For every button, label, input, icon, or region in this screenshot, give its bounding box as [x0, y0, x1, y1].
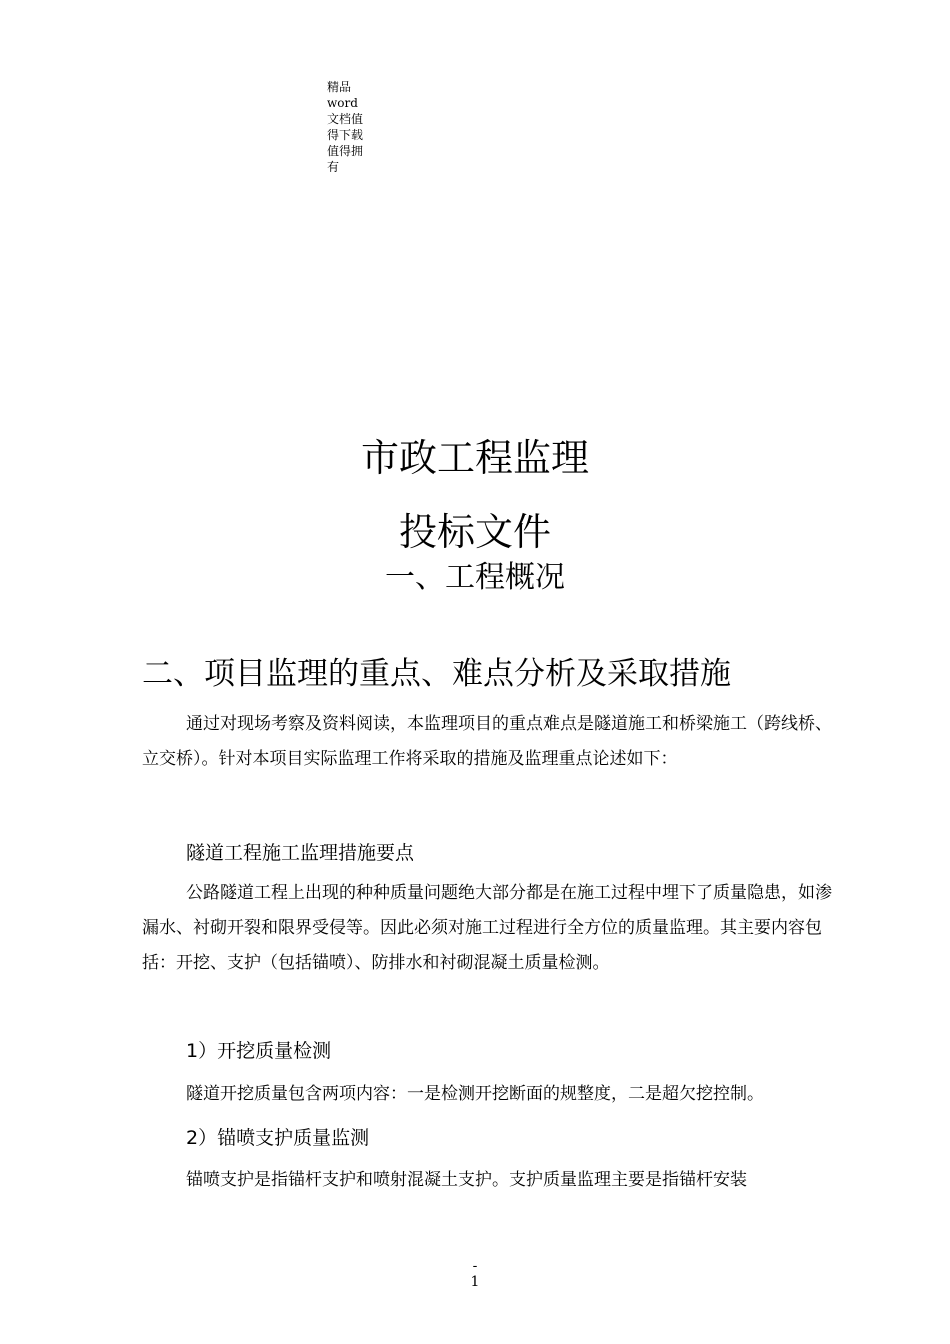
section-heading-overview: 一、工程概况	[385, 560, 565, 595]
watermark-line: word	[327, 96, 358, 110]
watermark-text	[327, 79, 375, 175]
page-footer	[0, 1258, 950, 1290]
item2-text: 锚喷支护是指锚杆支护和喷射混凝土支护。支护质量监理主要是指锚杆安装	[186, 1170, 747, 1190]
intro-paragraph: 通过对现场考察及资料阅读，本监理项目的重点难点是隧道施工和桥梁施工（跨线桥、立交桥）。针对本项目实际监理工作将采取的措施及监理重点论述如下：	[142, 714, 832, 769]
document-subtitle: 投标文件	[398, 510, 551, 554]
watermark-line: 得下载	[327, 128, 364, 142]
tunnel-paragraph: 公路隧道工程上出现的种种质量问题绝大部分都是在施工过程中埋下了质量隐患，如渗漏水、衬砌开裂和限界受侵等。因此必须对施工过程进行全方位的质量监理。其主要内容包括：开挖、支护（包括锚喷）、防排水和衬砌混凝土质量检测。	[142, 883, 832, 973]
item1-text: 隧道开挖质量包含两项内容：一是检测开挖断面的规整度，二是超欠挖控制。	[186, 1084, 764, 1104]
document-title: 市政工程监理	[360, 436, 589, 480]
watermark-line: 文档值	[327, 112, 364, 126]
page-number: 1	[470, 1274, 480, 1290]
tunnel-subheading: 隧道工程施工监理措施要点	[186, 842, 415, 864]
watermark-line: 有	[327, 160, 340, 174]
page-dash: -	[472, 1258, 478, 1274]
item1-heading: 1）开挖质量检测	[186, 1040, 332, 1062]
watermark-line: 值得拥	[327, 144, 364, 158]
watermark-line: 精品	[327, 80, 352, 94]
section-heading-key-points: 二、项目监理的重点、难点分析及采取措施	[142, 656, 731, 692]
item2-heading: 2）锚喷支护质量监测	[186, 1127, 370, 1149]
